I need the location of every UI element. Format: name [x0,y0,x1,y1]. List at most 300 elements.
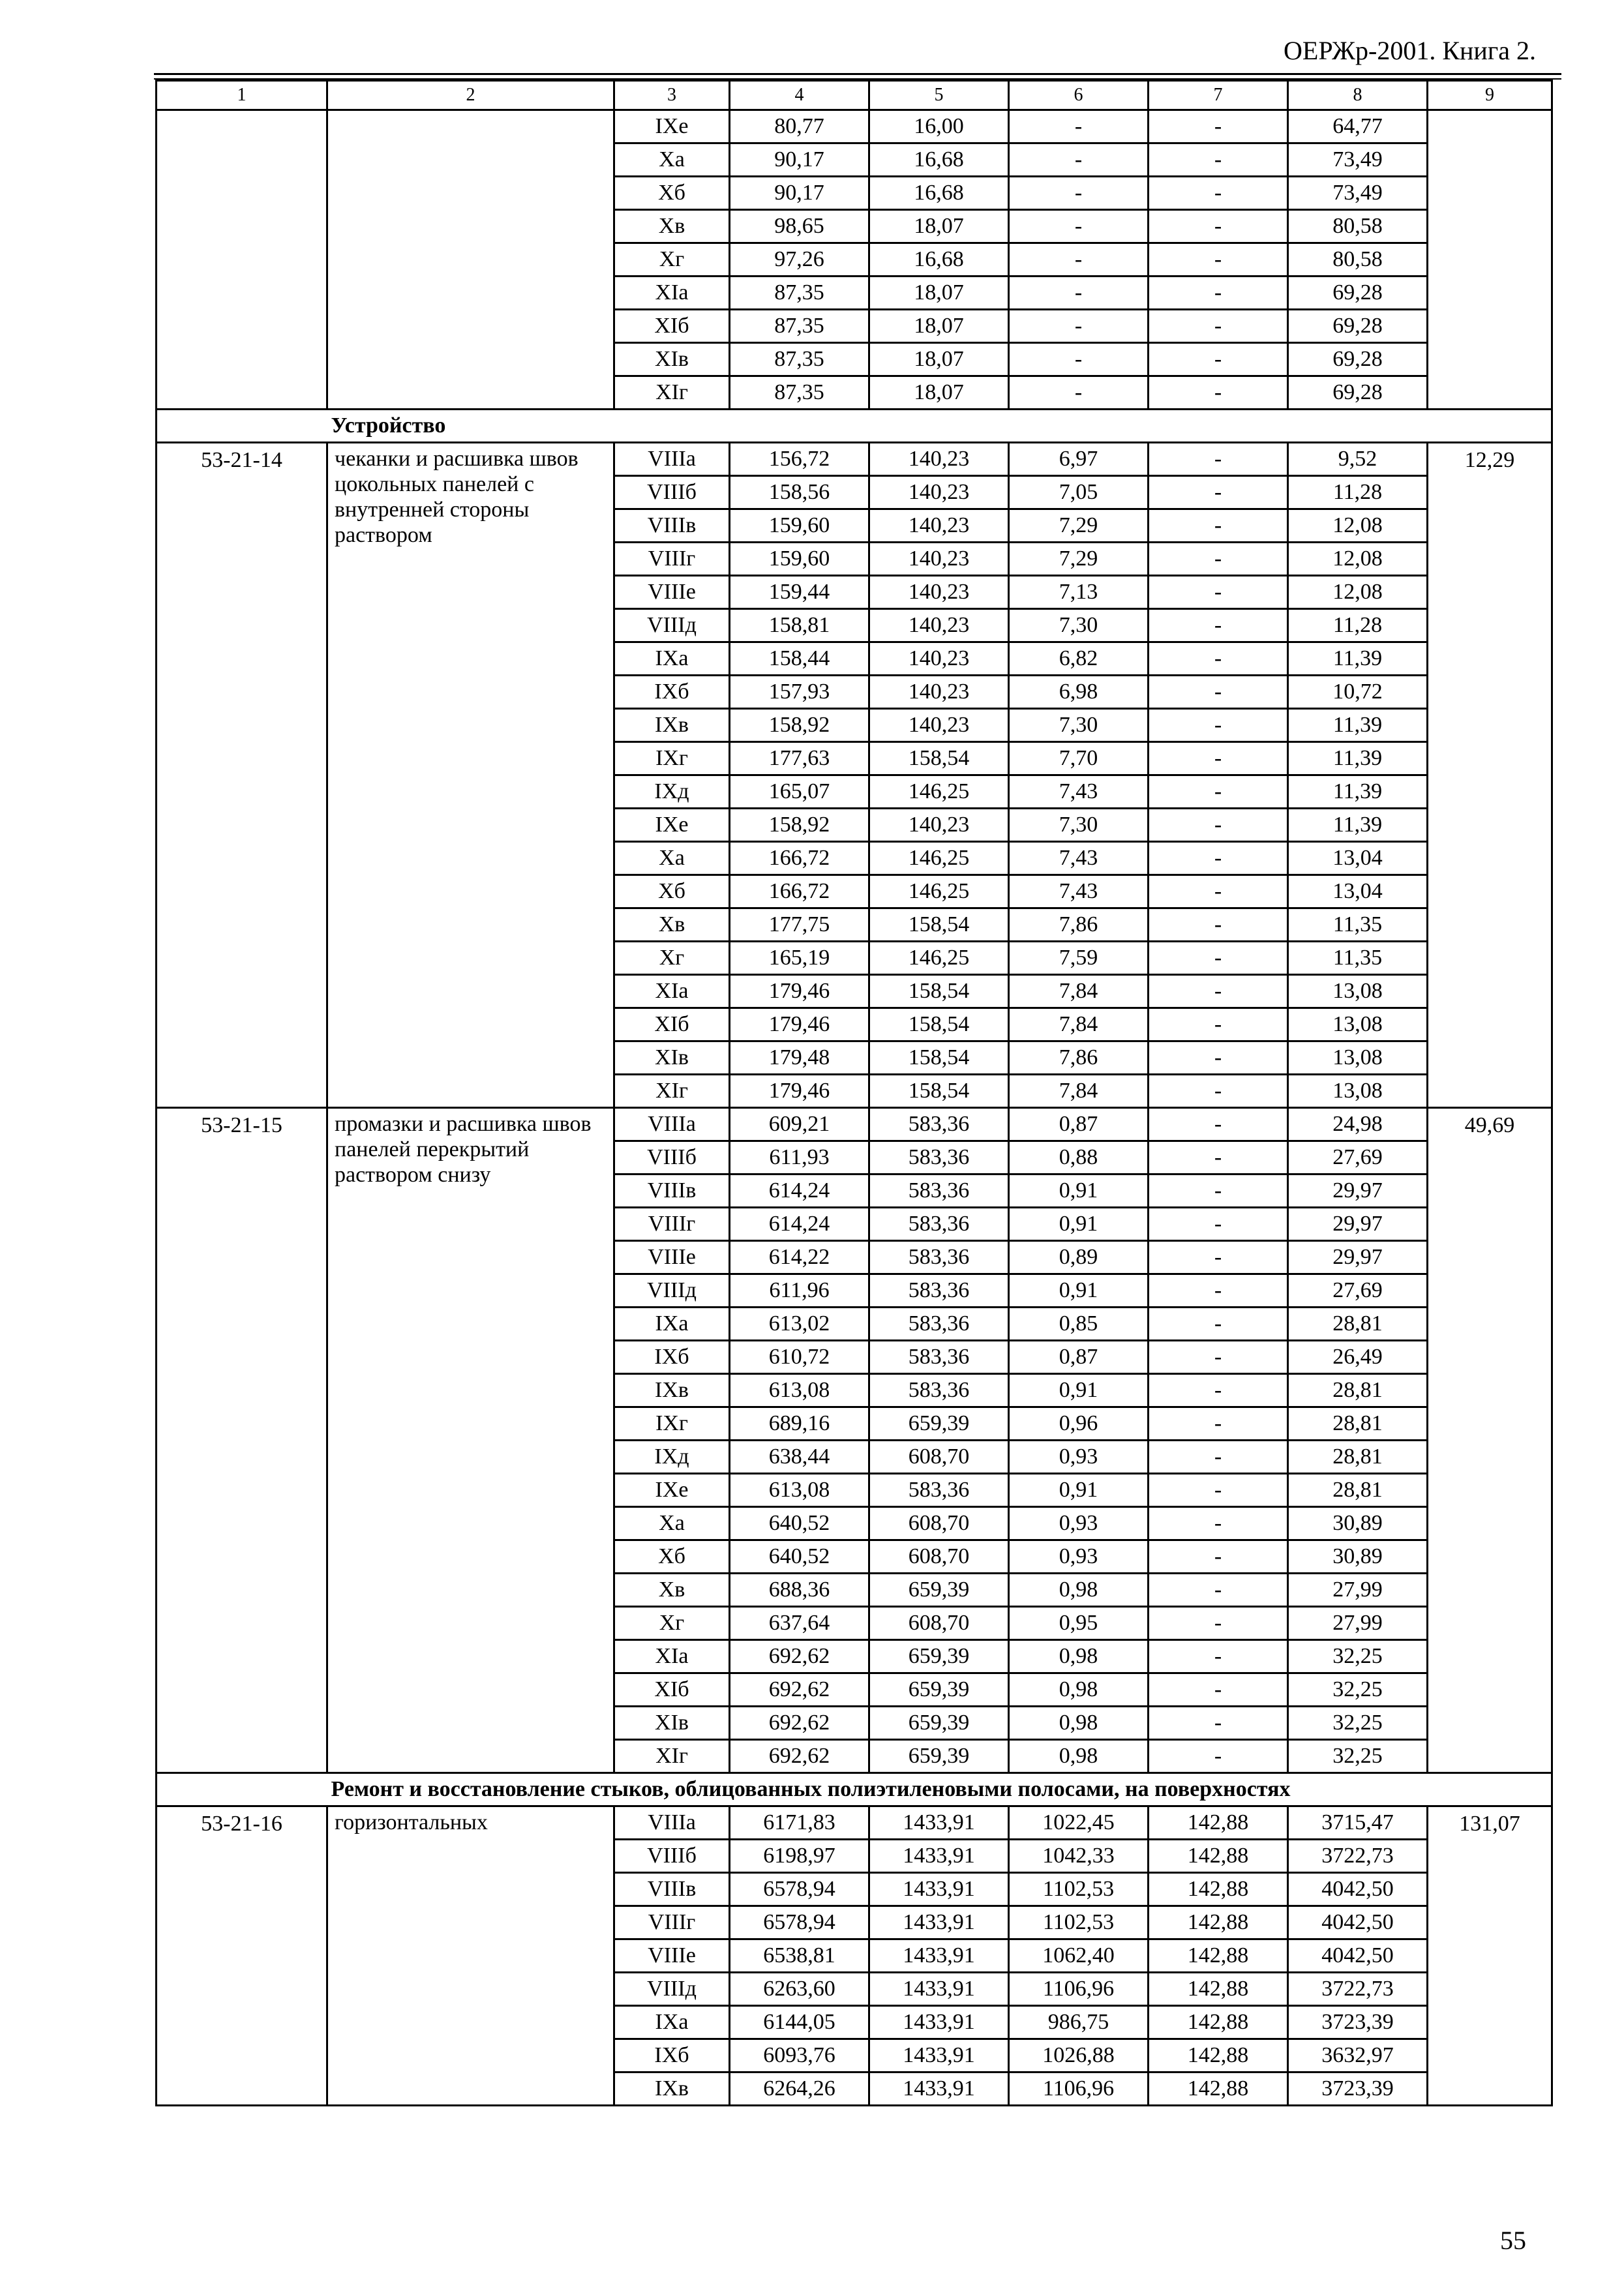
zone-cell: VIIIа [614,443,730,476]
machines-cell: 7,86 [1009,1041,1149,1075]
materials-cell: 80,58 [1288,243,1428,277]
wages-cell: 140,23 [869,709,1009,742]
wages-cell: 583,36 [869,1208,1009,1241]
operators-wages-cell: - [1149,1041,1288,1075]
section-heading: Устройство [327,410,1552,443]
operators-wages-cell: - [1149,1274,1288,1308]
operators-wages-cell: - [1149,376,1288,410]
wages-cell: 16,68 [869,143,1009,177]
materials-cell: 13,08 [1288,1075,1428,1108]
total-cost-cell: 157,93 [730,676,869,709]
section-spacer [157,1773,327,1806]
total-cost-cell: 6538,81 [730,1939,869,1973]
zone-cell: VIIIг [614,543,730,576]
materials-cell: 27,99 [1288,1607,1428,1640]
wages-cell: 1433,91 [869,1973,1009,2006]
machines-cell: - [1009,110,1149,143]
zone-cell: VIIIв [614,1174,730,1208]
zone-cell: Xв [614,908,730,942]
wages-cell: 583,36 [869,1374,1009,1407]
machines-cell: 0,98 [1009,1740,1149,1773]
materials-cell: 11,39 [1288,709,1428,742]
wages-cell: 608,70 [869,1540,1009,1574]
machines-cell: 7,59 [1009,942,1149,975]
zone-cell: IXа [614,2006,730,2039]
operators-wages-cell: - [1149,709,1288,742]
total-cost-cell: 165,19 [730,942,869,975]
total-cost-cell: 6264,26 [730,2072,869,2106]
materials-cell: 13,08 [1288,1008,1428,1041]
operators-wages-cell: - [1149,1673,1288,1707]
machines-cell: - [1009,143,1149,177]
zone-cell: IXб [614,676,730,709]
zone-cell: IXб [614,2039,730,2072]
total-cost-cell: 158,92 [730,809,869,842]
operators-wages-cell: - [1149,1474,1288,1507]
total-cost-cell: 613,08 [730,1374,869,1407]
machines-cell: 0,91 [1009,1374,1149,1407]
total-cost-cell: 610,72 [730,1341,869,1374]
wages-cell: 140,23 [869,476,1009,509]
zone-cell: IXе [614,1474,730,1507]
zone-cell: IXа [614,642,730,676]
zone-cell: Xб [614,875,730,908]
wages-cell: 1433,91 [869,2039,1009,2072]
operators-wages-cell: - [1149,842,1288,875]
total-cost-cell: 179,46 [730,1075,869,1108]
zone-cell: XIв [614,343,730,376]
machines-cell: - [1009,177,1149,210]
machines-cell: 0,98 [1009,1640,1149,1673]
materials-cell: 29,97 [1288,1208,1428,1241]
wages-cell: 18,07 [869,310,1009,343]
materials-cell: 27,99 [1288,1574,1428,1607]
machines-cell: 1106,96 [1009,2072,1149,2106]
zone-cell: IXд [614,775,730,809]
machines-cell: 7,29 [1009,509,1149,543]
total-cost-cell: 159,60 [730,509,869,543]
table-row [157,443,1552,476]
machines-cell: - [1009,376,1149,410]
total-cost-cell: 179,46 [730,1008,869,1041]
total-cost-cell: 177,63 [730,742,869,775]
total-cost-cell: 98,65 [730,210,869,243]
machines-cell: 1106,96 [1009,1973,1149,2006]
zone-cell: VIIIе [614,1939,730,1973]
total-cost-cell: 158,44 [730,642,869,676]
materials-cell: 73,49 [1288,143,1428,177]
table-row [157,1108,1552,1141]
zone-cell: XIа [614,975,730,1008]
materials-cell: 29,97 [1288,1174,1428,1208]
code-cell: 53-21-15 [157,1108,327,1773]
materials-cell: 11,28 [1288,609,1428,642]
materials-cell: 11,39 [1288,642,1428,676]
total-cost-cell: 6144,05 [730,2006,869,2039]
zone-cell: Xа [614,1507,730,1540]
zone-cell: IXв [614,2072,730,2106]
section-spacer [157,410,327,443]
operators-wages-cell: 142,88 [1149,1840,1288,1873]
machines-cell: 7,13 [1009,576,1149,609]
machines-cell: 7,70 [1009,742,1149,775]
materials-cell: 28,81 [1288,1474,1428,1507]
machines-cell: - [1009,343,1149,376]
total-cost-cell: 692,62 [730,1707,869,1740]
labor-cell: 131,07 [1428,1806,1552,2106]
machines-cell: - [1009,243,1149,277]
total-cost-cell: 179,48 [730,1041,869,1075]
zone-cell: Xв [614,1574,730,1607]
zone-cell: VIIIд [614,609,730,642]
labor-cell: 12,29 [1428,443,1552,1108]
total-cost-cell: 156,72 [730,443,869,476]
materials-cell: 4042,50 [1288,1939,1428,1973]
machines-cell: 0,91 [1009,1208,1149,1241]
operators-wages-cell: - [1149,1640,1288,1673]
total-cost-cell: 87,35 [730,343,869,376]
zone-cell: IXд [614,1441,730,1474]
materials-cell: 30,89 [1288,1540,1428,1574]
operators-wages-cell: - [1149,476,1288,509]
rates-table [155,80,1553,2106]
column-number: 3 [614,81,730,110]
total-cost-cell: 6263,60 [730,1973,869,2006]
wages-cell: 146,25 [869,875,1009,908]
operators-wages-cell: - [1149,1607,1288,1640]
total-cost-cell: 159,44 [730,576,869,609]
wages-cell: 158,54 [869,975,1009,1008]
zone-cell: VIIIе [614,1241,730,1274]
table-row [157,1806,1552,1840]
description-cell: промазки и расшивка швов панелей перекрытий раствором снизу [327,1108,614,1773]
description-cell: чеканки и расшивка швов цокольных панелей с внутренней стороны раствором [327,443,614,1108]
total-cost-cell: 90,17 [730,177,869,210]
materials-cell: 11,39 [1288,809,1428,842]
operators-wages-cell: - [1149,543,1288,576]
operators-wages-cell: - [1149,1707,1288,1740]
wages-cell: 140,23 [869,543,1009,576]
operators-wages-cell: 142,88 [1149,1806,1288,1840]
wages-cell: 158,54 [869,908,1009,942]
operators-wages-cell: - [1149,975,1288,1008]
materials-cell: 12,08 [1288,509,1428,543]
zone-cell: Xа [614,143,730,177]
operators-wages-cell: - [1149,210,1288,243]
wages-cell: 1433,91 [869,2006,1009,2039]
machines-cell: 7,30 [1009,809,1149,842]
machines-cell: 1062,40 [1009,1939,1149,1973]
operators-wages-cell: 142,88 [1149,1973,1288,2006]
zone-cell: VIIIв [614,509,730,543]
wages-cell: 583,36 [869,1108,1009,1141]
zone-cell: IXе [614,809,730,842]
wages-cell: 146,25 [869,842,1009,875]
wages-cell: 18,07 [869,343,1009,376]
machines-cell: 0,95 [1009,1607,1149,1640]
total-cost-cell: 614,24 [730,1174,869,1208]
wages-cell: 583,36 [869,1141,1009,1174]
zone-cell: VIIIг [614,1906,730,1939]
total-cost-cell: 166,72 [730,875,869,908]
machines-cell: 0,96 [1009,1407,1149,1441]
total-cost-cell: 611,96 [730,1274,869,1308]
description-cell [327,110,614,410]
machines-cell: - [1009,210,1149,243]
column-number: 4 [730,81,869,110]
total-cost-cell: 692,62 [730,1740,869,1773]
operators-wages-cell: 142,88 [1149,2072,1288,2106]
machines-cell: - [1009,277,1149,310]
materials-cell: 32,25 [1288,1740,1428,1773]
wages-cell: 18,07 [869,210,1009,243]
materials-cell: 69,28 [1288,343,1428,376]
operators-wages-cell: - [1149,942,1288,975]
wages-cell: 140,23 [869,676,1009,709]
materials-cell: 24,98 [1288,1108,1428,1141]
operators-wages-cell: - [1149,243,1288,277]
total-cost-cell: 6578,94 [730,1906,869,1939]
section-heading-row [157,1773,1552,1806]
operators-wages-cell: - [1149,143,1288,177]
operators-wages-cell: - [1149,177,1288,210]
wages-cell: 140,23 [869,443,1009,476]
total-cost-cell: 640,52 [730,1540,869,1574]
operators-wages-cell: - [1149,1740,1288,1773]
materials-cell: 3722,73 [1288,1840,1428,1873]
machines-cell: 0,93 [1009,1540,1149,1574]
zone-cell: IXв [614,1374,730,1407]
materials-cell: 30,89 [1288,1507,1428,1540]
wages-cell: 659,39 [869,1407,1009,1441]
operators-wages-cell: - [1149,1241,1288,1274]
section-heading: Ремонт и восстановление стыков, облицованных полиэтиленовыми полосами, на поверхностях [327,1773,1552,1806]
machines-cell: 7,84 [1009,1008,1149,1041]
total-cost-cell: 613,08 [730,1474,869,1507]
operators-wages-cell: - [1149,1407,1288,1441]
total-cost-cell: 614,22 [730,1241,869,1274]
zone-cell: IXг [614,742,730,775]
operators-wages-cell: - [1149,642,1288,676]
materials-cell: 12,08 [1288,576,1428,609]
wages-cell: 16,00 [869,110,1009,143]
operators-wages-cell: - [1149,509,1288,543]
machines-cell: 7,30 [1009,709,1149,742]
header-rule [154,73,1561,75]
machines-cell: 0,91 [1009,1274,1149,1308]
column-number: 7 [1149,81,1288,110]
operators-wages-cell: - [1149,1308,1288,1341]
wages-cell: 146,25 [869,942,1009,975]
column-number: 8 [1288,81,1428,110]
zone-cell: XIа [614,277,730,310]
wages-cell: 583,36 [869,1341,1009,1374]
machines-cell: 1102,53 [1009,1906,1149,1939]
operators-wages-cell: 142,88 [1149,2006,1288,2039]
wages-cell: 158,54 [869,742,1009,775]
machines-cell: 7,43 [1009,775,1149,809]
operators-wages-cell: - [1149,1174,1288,1208]
materials-cell: 12,08 [1288,543,1428,576]
operators-wages-cell: 142,88 [1149,1873,1288,1906]
operators-wages-cell: - [1149,742,1288,775]
materials-cell: 69,28 [1288,376,1428,410]
operators-wages-cell: - [1149,1374,1288,1407]
operators-wages-cell: - [1149,676,1288,709]
machines-cell: 0,91 [1009,1174,1149,1208]
total-cost-cell: 87,35 [730,310,869,343]
materials-cell: 3715,47 [1288,1806,1428,1840]
wages-cell: 608,70 [869,1607,1009,1640]
zone-cell: VIIIг [614,1208,730,1241]
materials-cell: 32,25 [1288,1640,1428,1673]
machines-cell: 1042,33 [1009,1840,1149,1873]
materials-cell: 3723,39 [1288,2006,1428,2039]
materials-cell: 3723,39 [1288,2072,1428,2106]
materials-cell: 10,72 [1288,676,1428,709]
materials-cell: 13,08 [1288,975,1428,1008]
total-cost-cell: 6198,97 [730,1840,869,1873]
wages-cell: 158,54 [869,1041,1009,1075]
column-number: 5 [869,81,1009,110]
zone-cell: XIг [614,1075,730,1108]
zone-cell: IXа [614,1308,730,1341]
machines-cell: 1026,88 [1009,2039,1149,2072]
materials-cell: 13,04 [1288,875,1428,908]
operators-wages-cell: 142,88 [1149,2039,1288,2072]
operators-wages-cell: - [1149,310,1288,343]
total-cost-cell: 177,75 [730,908,869,942]
machines-cell: 7,84 [1009,1075,1149,1108]
zone-cell: XIб [614,1008,730,1041]
total-cost-cell: 87,35 [730,376,869,410]
wages-cell: 659,39 [869,1707,1009,1740]
total-cost-cell: 165,07 [730,775,869,809]
materials-cell: 64,77 [1288,110,1428,143]
operators-wages-cell: - [1149,443,1288,476]
machines-cell: 0,93 [1009,1441,1149,1474]
wages-cell: 583,36 [869,1474,1009,1507]
machines-cell: 7,29 [1009,543,1149,576]
operators-wages-cell: - [1149,1108,1288,1141]
zone-cell: XIг [614,1740,730,1773]
materials-cell: 27,69 [1288,1274,1428,1308]
operators-wages-cell: - [1149,908,1288,942]
machines-cell: 7,84 [1009,975,1149,1008]
zone-cell: Xг [614,243,730,277]
zone-cell: VIIIв [614,1873,730,1906]
materials-cell: 80,58 [1288,210,1428,243]
materials-cell: 29,97 [1288,1241,1428,1274]
zone-cell: VIIIа [614,1806,730,1840]
wages-cell: 608,70 [869,1507,1009,1540]
machines-cell: 0,93 [1009,1507,1149,1540]
machines-cell: 7,05 [1009,476,1149,509]
machines-cell: 7,86 [1009,908,1149,942]
operators-wages-cell: - [1149,1441,1288,1474]
zone-cell: Xг [614,942,730,975]
materials-cell: 73,49 [1288,177,1428,210]
zone-cell: VIIIб [614,1840,730,1873]
materials-cell: 11,35 [1288,908,1428,942]
total-cost-cell: 611,93 [730,1141,869,1174]
total-cost-cell: 6578,94 [730,1873,869,1906]
operators-wages-cell: - [1149,1507,1288,1540]
materials-cell: 28,81 [1288,1308,1428,1341]
page-number: 55 [1500,2226,1526,2255]
code-cell: 53-21-14 [157,443,327,1108]
machines-cell: 0,98 [1009,1673,1149,1707]
operators-wages-cell: - [1149,110,1288,143]
operators-wages-cell: - [1149,1208,1288,1241]
zone-cell: XIб [614,1673,730,1707]
wages-cell: 659,39 [869,1740,1009,1773]
total-cost-cell: 640,52 [730,1507,869,1540]
machines-cell: 1102,53 [1009,1873,1149,1906]
operators-wages-cell: - [1149,277,1288,310]
wages-cell: 659,39 [869,1673,1009,1707]
zone-cell: XIв [614,1707,730,1740]
machines-cell: 0,98 [1009,1707,1149,1740]
machines-cell: 1022,45 [1009,1806,1149,1840]
materials-cell: 28,81 [1288,1441,1428,1474]
zone-cell: IXб [614,1341,730,1374]
wages-cell: 16,68 [869,177,1009,210]
page-header-title: ОЕРЖр-2001. Книга 2. [1284,36,1536,65]
column-number: 2 [327,81,614,110]
machines-cell: 986,75 [1009,2006,1149,2039]
materials-cell: 4042,50 [1288,1906,1428,1939]
wages-cell: 140,23 [869,642,1009,676]
total-cost-cell: 80,77 [730,110,869,143]
operators-wages-cell: - [1149,775,1288,809]
total-cost-cell: 614,24 [730,1208,869,1241]
zone-cell: VIIIа [614,1108,730,1141]
total-cost-cell: 158,56 [730,476,869,509]
total-cost-cell: 158,92 [730,709,869,742]
operators-wages-cell: - [1149,1574,1288,1607]
zone-cell: VIIIб [614,1141,730,1174]
materials-cell: 28,81 [1288,1407,1428,1441]
operators-wages-cell: - [1149,1141,1288,1174]
total-cost-cell: 638,44 [730,1441,869,1474]
wages-cell: 583,36 [869,1174,1009,1208]
zone-cell: VIIIд [614,1274,730,1308]
column-number-row [157,81,1552,110]
wages-cell: 140,23 [869,576,1009,609]
total-cost-cell: 6171,83 [730,1806,869,1840]
machines-cell: 7,43 [1009,842,1149,875]
wages-cell: 1433,91 [869,1873,1009,1906]
zone-cell: Xб [614,1540,730,1574]
wages-cell: 158,54 [869,1008,1009,1041]
wages-cell: 1433,91 [869,2072,1009,2106]
wages-cell: 140,23 [869,509,1009,543]
wages-cell: 1433,91 [869,1806,1009,1840]
materials-cell: 9,52 [1288,443,1428,476]
zone-cell: IXе [614,110,730,143]
materials-cell: 3632,97 [1288,2039,1428,2072]
zone-cell: XIв [614,1041,730,1075]
materials-cell: 11,39 [1288,775,1428,809]
wages-cell: 140,23 [869,809,1009,842]
materials-cell: 69,28 [1288,277,1428,310]
zone-cell: VIIIб [614,476,730,509]
operators-wages-cell: - [1149,343,1288,376]
total-cost-cell: 90,17 [730,143,869,177]
materials-cell: 32,25 [1288,1673,1428,1707]
wages-cell: 583,36 [869,1308,1009,1341]
